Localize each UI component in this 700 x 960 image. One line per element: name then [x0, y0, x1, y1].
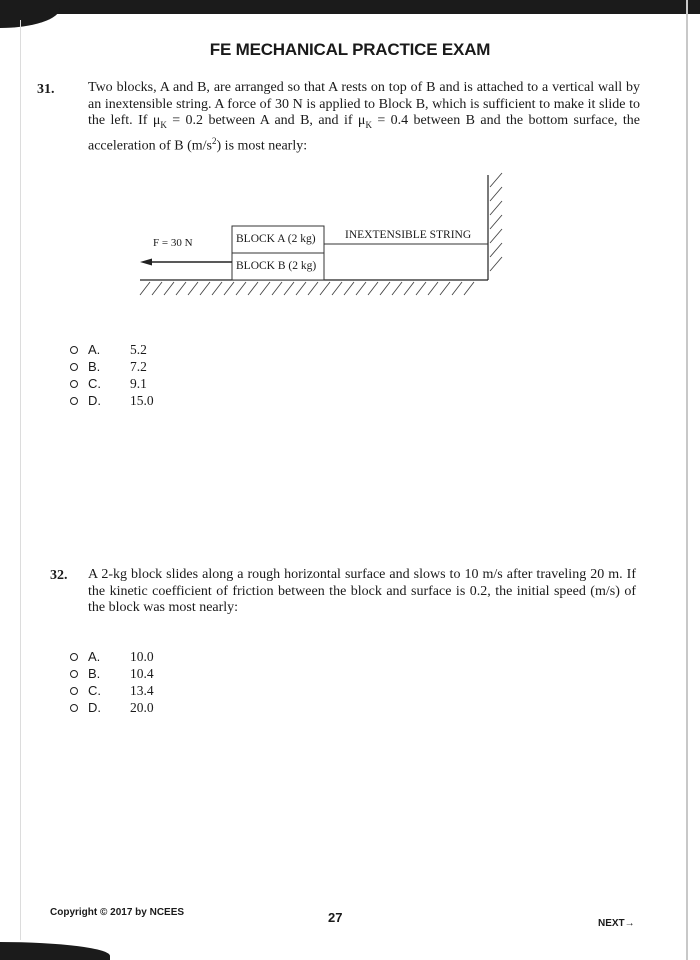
option-d[interactable]: [68, 699, 154, 716]
option-c[interactable]: [68, 682, 154, 699]
option-b[interactable]: [68, 665, 154, 682]
radio-button[interactable]: [70, 687, 78, 695]
option-letter: D.: [88, 393, 101, 408]
option-c[interactable]: [68, 375, 154, 392]
radio-button[interactable]: [70, 653, 78, 661]
radio-button[interactable]: [70, 346, 78, 354]
option-value: 20.0: [130, 699, 154, 715]
superscript: 2: [212, 136, 217, 147]
option-letter: B.: [88, 666, 101, 681]
scan-bottom-shadow: [0, 942, 110, 960]
question-text-part: = 0.2 between A and B, and if: [166, 113, 358, 128]
page-edge: [20, 20, 21, 940]
scan-corner-shadow: [0, 6, 60, 28]
option-d[interactable]: [68, 392, 154, 409]
question-text-part: ) is most nearly:: [216, 138, 308, 154]
subscript: K: [160, 119, 167, 130]
option-value: 5.2: [130, 341, 147, 357]
mu-symbol: μ: [357, 113, 366, 128]
option-letter: B.: [88, 359, 101, 374]
force-label: F = 30 N: [153, 237, 193, 249]
option-letter: A.: [88, 649, 101, 664]
option-letter: C.: [88, 683, 101, 698]
radio-button[interactable]: [70, 397, 78, 405]
option-b[interactable]: [68, 358, 154, 375]
answer-options: [68, 341, 154, 409]
option-a[interactable]: [68, 341, 154, 358]
question-text-part: = 0.4 between B and the bottom surface, the acceleration of B (m/s: [88, 113, 640, 154]
option-a[interactable]: [68, 648, 154, 665]
question-number: 32.: [50, 568, 68, 583]
option-value: 9.1: [130, 375, 147, 391]
option-letter: C.: [88, 376, 101, 391]
block-b-label: BLOCK B (2 kg): [236, 260, 317, 272]
option-value: 10.0: [130, 648, 154, 664]
page-edge: [686, 0, 688, 960]
answer-options: [68, 648, 154, 716]
option-letter: A.: [88, 342, 101, 357]
subscript: K: [365, 119, 372, 130]
option-letter: D.: [88, 700, 101, 715]
option-value: 15.0: [130, 392, 154, 408]
mu-symbol: μ: [152, 113, 161, 128]
radio-button[interactable]: [70, 704, 78, 712]
page-number: 27: [328, 910, 343, 925]
block-diagram: [120, 165, 520, 310]
option-value: 7.2: [130, 358, 147, 374]
question-text-part: Two blocks, A and B, are arranged so that A rests on top of B and is attached to a vertical wall by an inextensible string. A force of 30 N is applied to Block B, which is sufficient to make it slide to the left. If: [88, 80, 640, 128]
next-link[interactable]: NEXT→: [598, 918, 635, 929]
page-title: FE MECHANICAL PRACTICE EXAM: [209, 40, 491, 59]
copyright-notice: Copyright © 2017 by NCEES: [50, 907, 185, 918]
scan-top-edge: [0, 0, 700, 14]
radio-button[interactable]: [70, 380, 78, 388]
question-text: A 2-kg block slides along a rough horizontal surface and slows to 10 m/s after traveling 20 m. If the kinetic coefficient of friction between the block and surface is 0.2, the initial speed (m/s) of the block was most nearly:: [88, 567, 636, 615]
radio-button[interactable]: [70, 363, 78, 371]
option-value: 13.4: [130, 682, 154, 698]
block-a-label: BLOCK A (2 kg): [236, 233, 316, 245]
radio-button[interactable]: [70, 670, 78, 678]
option-value: 10.4: [130, 665, 154, 681]
question-number: 31.: [37, 82, 55, 97]
string-label: INEXTENSIBLE STRING: [345, 229, 472, 241]
question-text: [88, 80, 640, 155]
